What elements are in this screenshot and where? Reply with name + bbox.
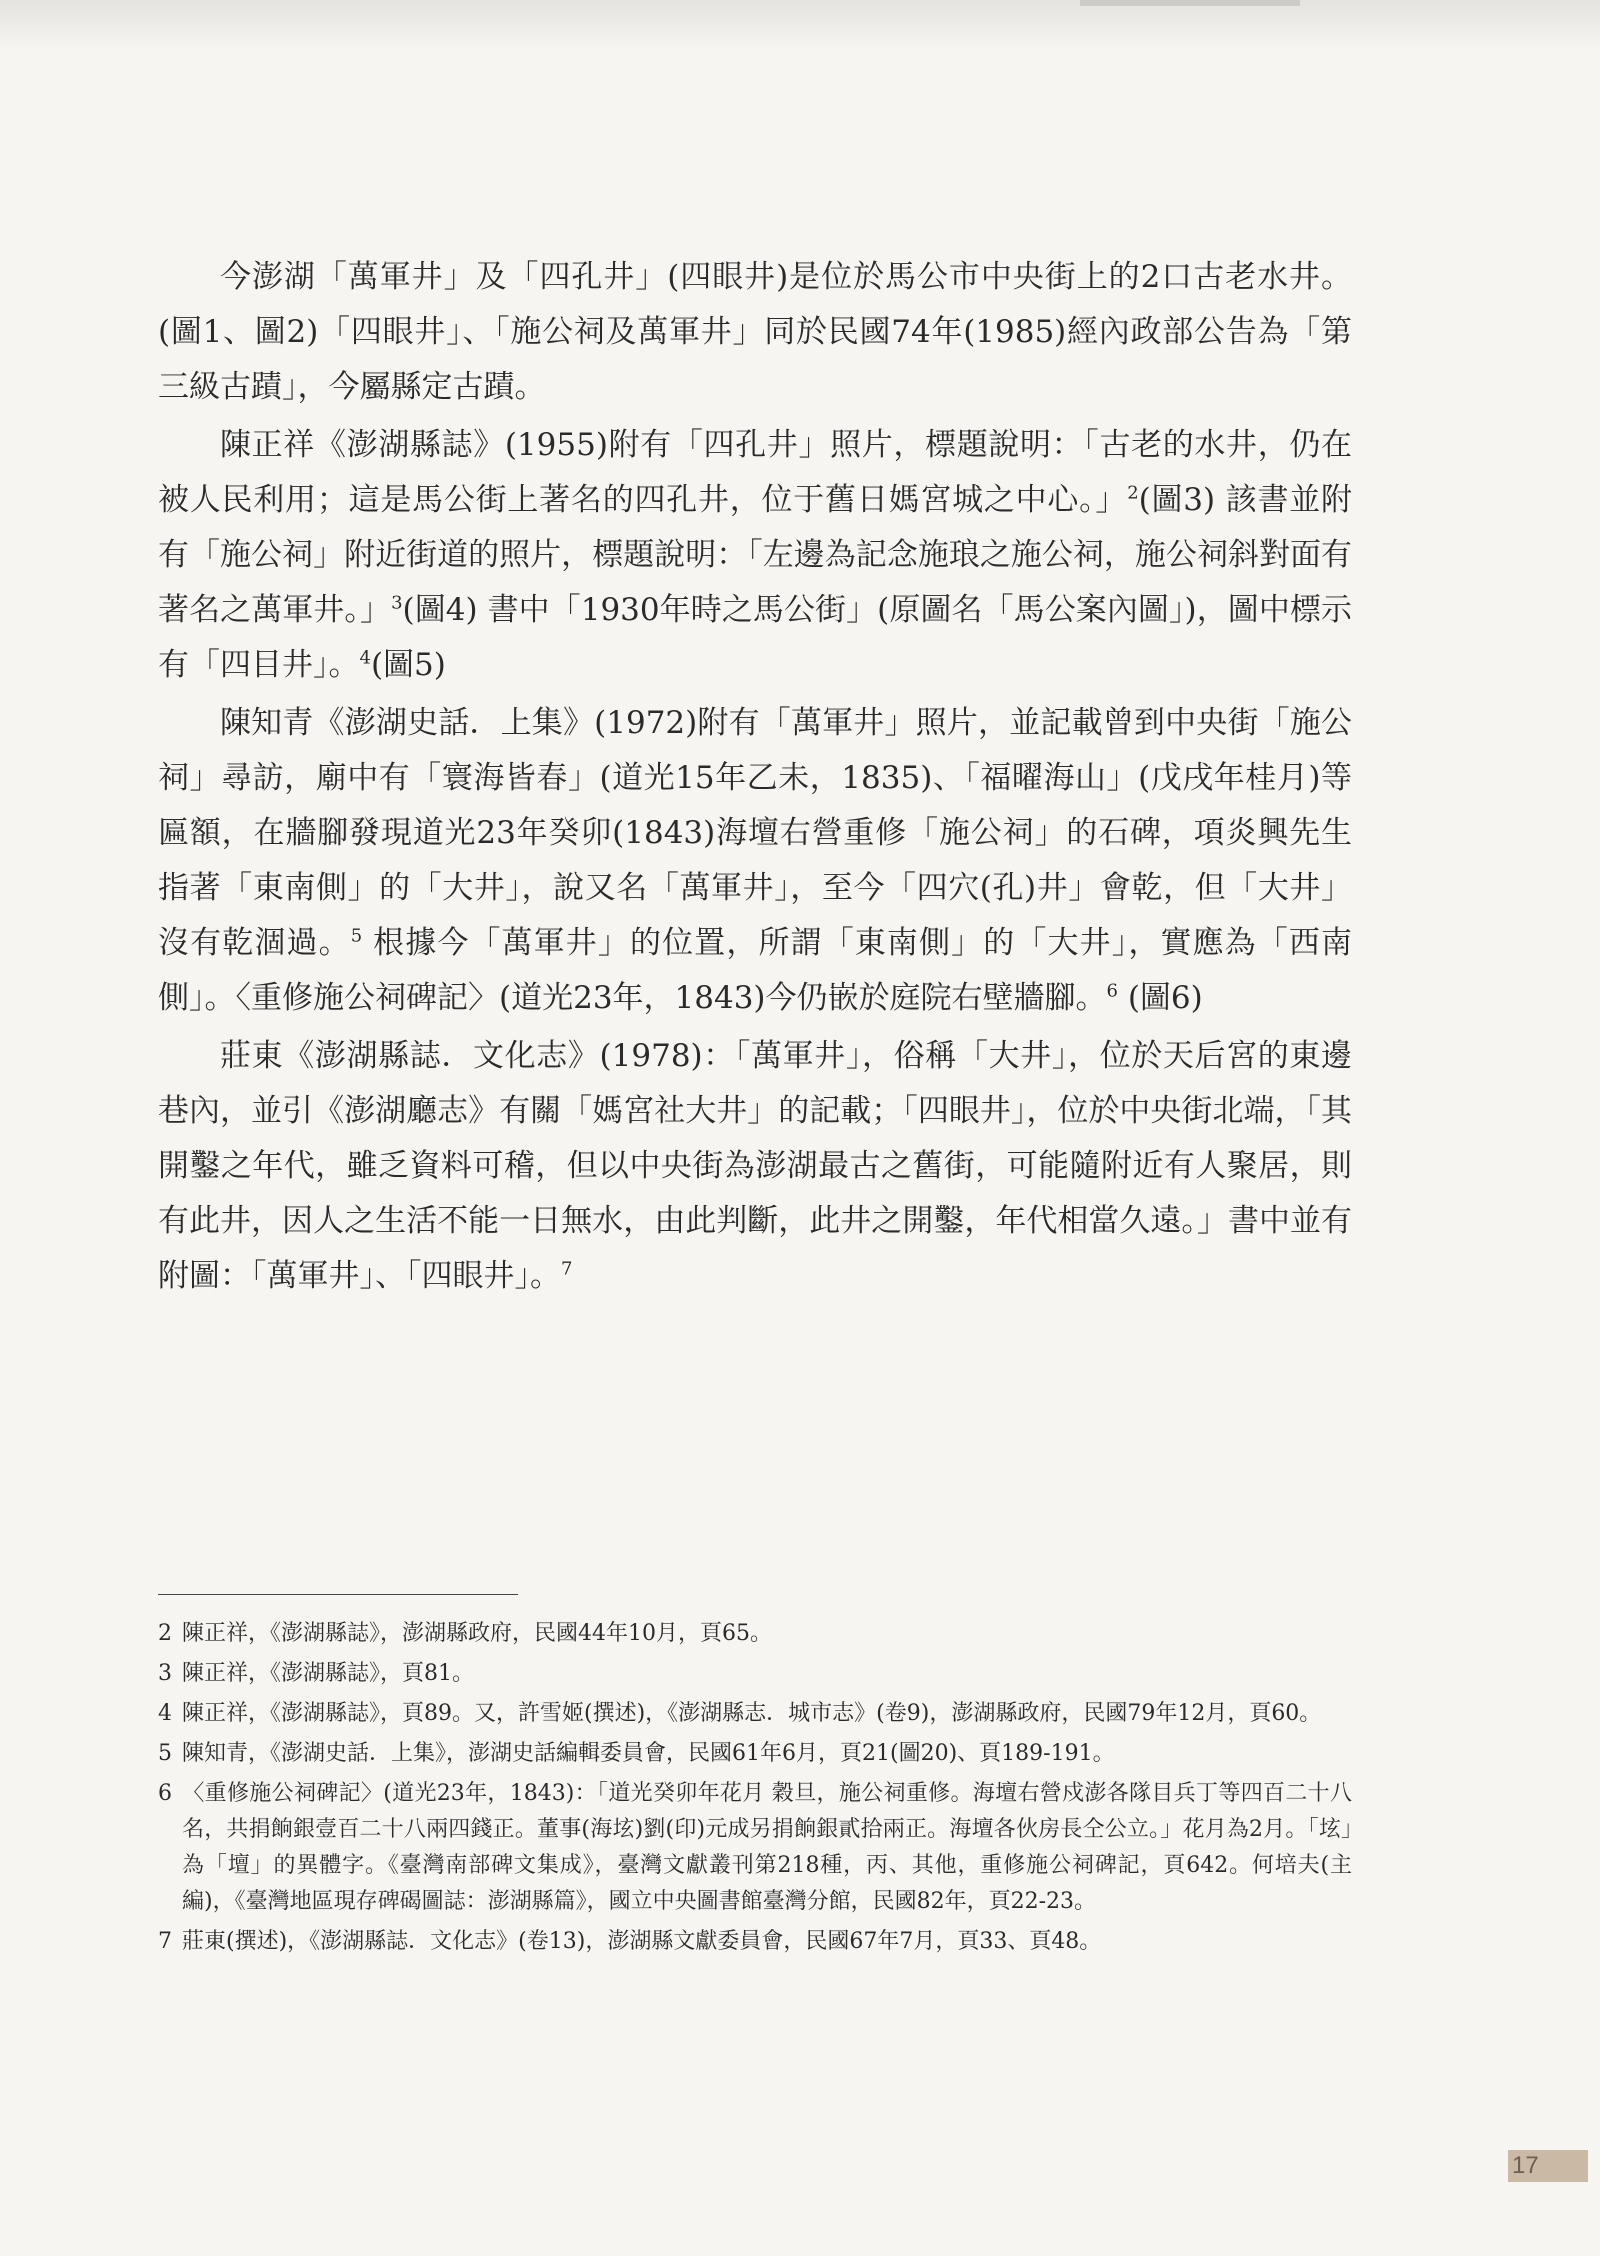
body-paragraph	[158, 418, 1352, 693]
paragraph-text: 今澎湖「萬軍井」及「四孔井」(四眼井)是位於馬公市中央街上的2口古老水井。(圖1、圖2)「四眼井」、「施公祠及萬軍井」同於民國74年(1985)經內政部公告為「第三級古蹟」，今屬縣定古蹟。	[158, 259, 1352, 405]
paragraph-text: 陳正祥《澎湖縣誌》(1955)附有「四孔井」照片，標題說明：「古老的水井，仍在被人民利用；這是馬公街上著名的四孔井，位于舊日媽宮城之中心。」	[158, 427, 1352, 518]
footnote-item	[158, 1736, 1352, 1772]
footnote-text: 陳正祥，《澎湖縣誌》，頁89。又，許雪姬(撰述)，《澎湖縣志．城市志》(卷9)，澎湖縣政府，民國79年12月，頁60。	[182, 1701, 1322, 1726]
footnote-number: 5	[158, 1741, 172, 1766]
scan-top-shadow	[0, 0, 1600, 50]
footnote-text: 〈重修施公祠碑記〉(道光23年，1843)：「道光癸卯年花月 穀旦，施公祠重修。海壇右營戍澎各隊目兵丁等四百二十八名，共捐餉銀壹百二十八兩四錢正。董事(海𡊨)劉(印)元成另捐餉銀貳拾兩正。海壇各伙房長仝公立。」花月為2月。「𡊨」為「壇」的異體字。《臺灣南部碑文集成》，臺灣文獻叢刊第218種，丙、其他，重修施公祠碑記，頁642。何培夫(主編)，《臺灣地區現存碑碣圖誌：澎湖縣篇》，國立中央圖書館臺灣分館，民國82年，頁22-23。	[182, 1781, 1352, 1914]
footnote-reference: 7	[561, 1258, 573, 1280]
footnote-text: 陳正祥，《澎湖縣誌》，頁81。	[182, 1661, 474, 1686]
footnote-number: 2	[158, 1621, 172, 1646]
footnote-number: 7	[158, 1929, 172, 1954]
footnote-reference: 6	[1106, 980, 1118, 1002]
paragraph-text: (圖3) 該書並附有「施公祠」附近街道的照片，標題說明：「左邊為記念施琅之施公祠，施公祠斜對面有著名之萬軍井。」	[158, 482, 1353, 628]
paragraph-text: (圖5)	[370, 647, 446, 683]
footnote-reference: 3	[391, 592, 403, 614]
footnote-item	[158, 1776, 1352, 1920]
footnotes	[158, 1616, 1352, 1964]
body-paragraph	[158, 696, 1352, 1026]
footnote-text: 陳正祥，《澎湖縣誌》，澎湖縣政府，民國44年10月，頁65。	[182, 1621, 772, 1646]
body-paragraph	[158, 1029, 1352, 1304]
footnote-reference: 2	[1127, 482, 1139, 504]
paragraph-text: 莊東《澎湖縣誌．文化志》(1978)：「萬軍井」，俗稱「大井」，位於天后宮的東邊巷內，並引《澎湖廳志》有關「媽宮社大井」的記載；「四眼井」，位於中央街北端，「其開鑿之年代，雖乏資料可稽，但以中央街為澎湖最古之舊街，可能隨附近有人聚居，則有此井，因人之生活不能一日無水，由此判斷，此井之開鑿，年代相當久遠。」書中並有附圖：「萬軍井」、「四眼井」。	[158, 1038, 1352, 1294]
footnote-number: 4	[158, 1701, 172, 1726]
footnote-text: 莊東(撰述)，《澎湖縣誌．文化志》(卷13)，澎湖縣文獻委員會，民國67年7月，頁33、頁48。	[182, 1929, 1102, 1954]
footnote-number: 6	[158, 1781, 172, 1806]
footnote-number: 3	[158, 1661, 172, 1686]
paragraph-text: (圖4) 書中「1930年時之馬公街」(原圖名「馬公案內圖」)，圖中標示有「四目井」。	[158, 592, 1352, 683]
scan-artifact	[1080, 0, 1300, 6]
main-text	[158, 250, 1352, 1307]
footnote-item	[158, 1656, 1352, 1692]
paragraph-text: 根據今「萬軍井」的位置，所謂「東南側」的「大井」，實應為「西南側」。〈重修施公祠碑記〉(道光23年，1843)今仍嵌於庭院右壁牆腳。	[158, 925, 1352, 1016]
footnote-reference: 5	[350, 925, 363, 947]
page-number: 17	[1508, 2150, 1588, 2182]
footnote-item	[158, 1924, 1352, 1960]
footnote-reference: 4	[359, 647, 371, 669]
paragraph-text: 陳知青《澎湖史話．上集》(1972)附有「萬軍井」照片，並記載曾到中央街「施公祠」尋訪，廟中有「寰海皆春」(道光15年乙未，1835)、「福曜海山」(戊戌年桂月)等匾額，在牆腳發現道光23年癸卯(1843)海壇右營重修「施公祠」的石碑，項炎興先生指著「東南側」的「大井」，說又名「萬軍井」，至今「四穴(孔)井」會乾，但「大井」沒有乾涸過。	[158, 705, 1352, 961]
body-paragraph	[158, 250, 1352, 415]
footnote-item	[158, 1616, 1352, 1652]
footnote-text: 陳知青，《澎湖史話．上集》，澎湖史話編輯委員會，民國61年6月，頁21(圖20)、頁189-191。	[182, 1741, 1115, 1766]
footnote-item	[158, 1696, 1352, 1732]
paragraph-text: (圖6)	[1117, 980, 1203, 1016]
footnote-divider	[158, 1594, 518, 1595]
